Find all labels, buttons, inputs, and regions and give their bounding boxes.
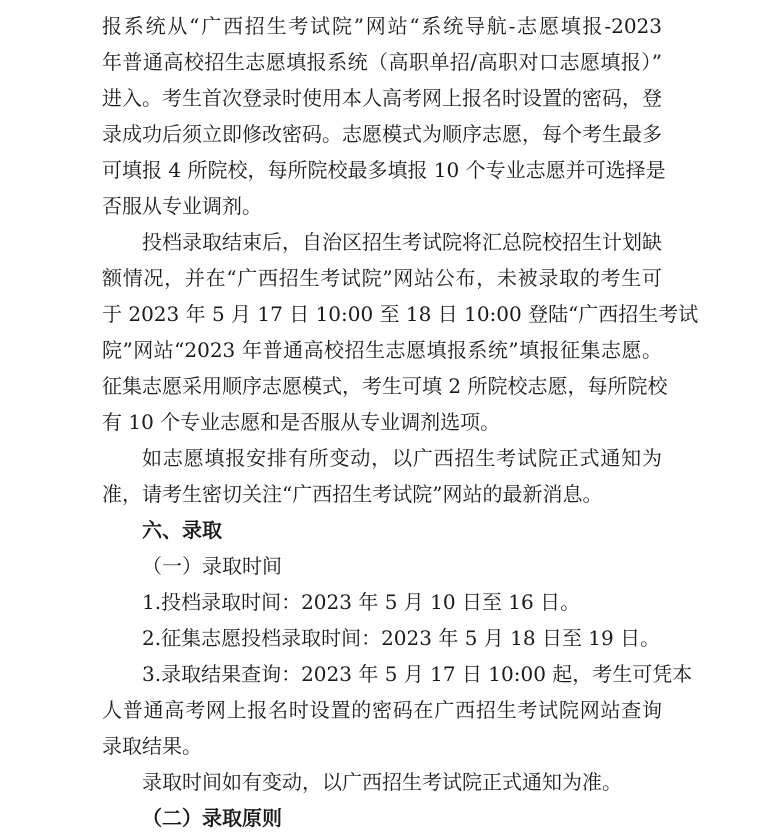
subheading-admission-time: （一）录取时间 (142, 554, 282, 578)
section-heading-admission: 六、录取 (142, 518, 222, 542)
para2-line-6: 有 10 个专业志愿和是否服从专业调剂选项。 (102, 410, 501, 434)
list-item-2: 2.征集志愿投档录取时间：2023 年 5 月 18 日至 19 日。 (142, 626, 661, 650)
para3-line-1: 如志愿填报安排有所变动，以广西招生考试院正式通知为 (142, 446, 662, 470)
para2-line-4: 院”网站“2023 年普通高校招生志愿填报系统”填报征集志愿。 (102, 338, 662, 362)
list-item-3-line-1: 3.录取结果查询：2023 年 5 月 17 日 10:00 起，考生可凭本 (142, 662, 693, 686)
para2-line-5: 征集志愿采用顺序志愿模式，考生可填 2 所院校志愿，每所院校 (102, 374, 668, 398)
para2-line-2: 额情况，并在“广西招生考试院”网站公布，未被录取的考生可 (102, 266, 662, 290)
para1-line-1: 报系统从“广西招生考试院”网站“系统导航-志愿填报-2023 (102, 14, 662, 38)
list-item-3-line-3: 录取结果。 (102, 734, 202, 758)
list-item-3-line-2: 人普通高考网上报名时设置的密码在广西招生考试院网站查询 (102, 698, 662, 722)
admission-time-note: 录取时间如有变动，以广西招生考试院正式通知为准。 (142, 770, 622, 794)
para1-line-4: 录成功后须立即修改密码。志愿模式为顺序志愿，每个考生最多 (102, 122, 662, 146)
para1-line-2: 年普通高校招生志愿填报系统（高职单招/高职对口志愿填报）” (102, 50, 662, 74)
list-item-1: 1.投档录取时间：2023 年 5 月 10 日至 16 日。 (142, 590, 581, 614)
para1-line-5: 可填报 4 所院校，每所院校最多填报 10 个专业志愿并可选择是 (102, 158, 666, 182)
para1-line-3: 进入。考生首次登录时使用本人高考网上报名时设置的密码，登 (102, 86, 662, 110)
para2-line-3: 于 2023 年 5 月 17 日 10:00 至 18 日 10:00 登陆“广西招生考试 (102, 302, 699, 326)
subheading-admission-principles: （二）录取原则 (142, 806, 282, 830)
para1-line-6: 否服从专业调剂。 (102, 194, 262, 218)
para2-line-1: 投档录取结束后，自治区招生考试院将汇总院校招生计划缺 (142, 230, 662, 254)
para3-line-2: 准，请考生密切关注“广西招生考试院”网站的最新消息。 (102, 482, 603, 506)
